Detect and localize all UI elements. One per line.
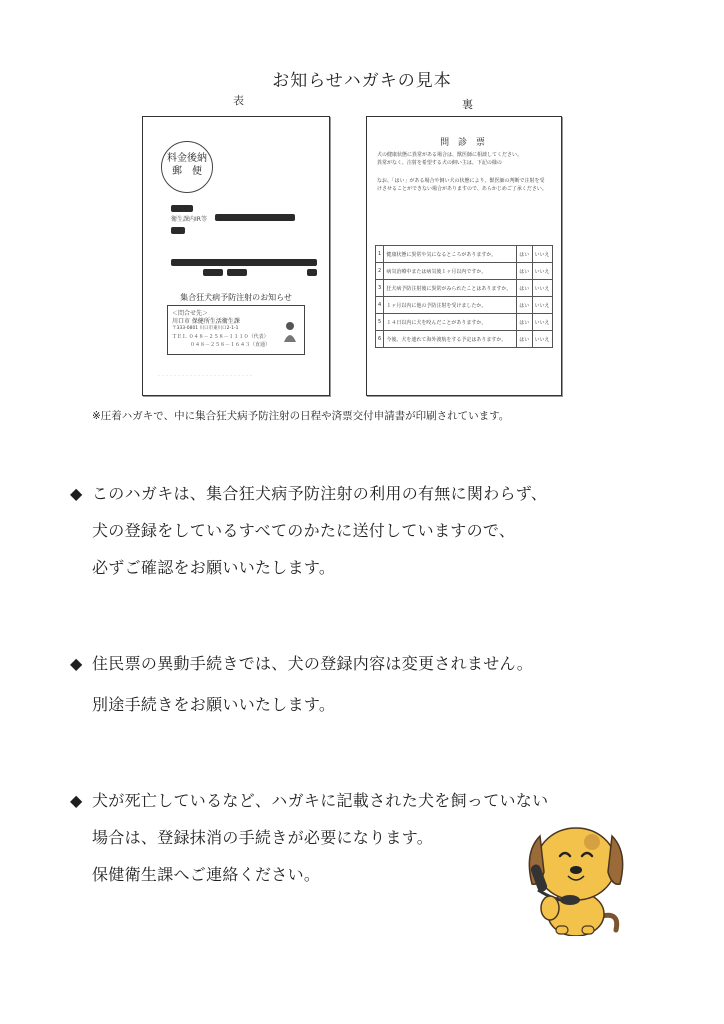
paragraph-line: 犬の登録をしているすべてのかたに送付していますので、 xyxy=(92,521,516,540)
redacted-bar xyxy=(171,227,185,234)
front-label: 表 xyxy=(233,94,244,107)
notice-title: 集合狂犬病予防注射のお知らせ xyxy=(180,293,292,302)
question-number: 2 xyxy=(376,263,384,280)
postage-stamp xyxy=(161,141,213,193)
no-option[interactable]: いいえ xyxy=(532,280,552,297)
intro-line: 犬の健康状態に異常がある場合は、獣医師に相談してください。 xyxy=(377,152,523,158)
no-option[interactable]: いいえ xyxy=(532,331,552,348)
contact-box xyxy=(167,305,305,355)
paragraph-line: 別途手続きをお願いいたします。 xyxy=(92,695,336,714)
question-text: １４日以内に犬を咬んだことがありますか。 xyxy=(384,314,517,331)
notice-paragraph-2 xyxy=(70,648,533,720)
question-number: 6 xyxy=(376,331,384,348)
table-row xyxy=(376,297,553,314)
postcard-back xyxy=(366,116,562,396)
yes-option[interactable]: はい xyxy=(517,331,532,348)
intro-line: なお、「はい」がある場合や飼い犬の状態により、獣医師の判断で注射を受けさせることができない場合がありますので、あらかじめご了承ください。 xyxy=(377,178,547,192)
contact-header: ＜問合せ先＞ xyxy=(172,310,209,317)
redacted-bar xyxy=(171,259,317,266)
table-row xyxy=(376,331,553,348)
paragraph-line: 犬が死亡しているなど、ハガキに記載された犬を飼っていない xyxy=(92,791,549,810)
question-number: 4 xyxy=(376,297,384,314)
questionnaire-intro xyxy=(377,151,549,193)
contact-tel: ＴＥＬ ０４８－２５８－１１１０（代表） xyxy=(172,334,269,340)
back-label: 裏 xyxy=(462,98,473,111)
notice-paragraph-1 xyxy=(70,478,547,583)
yes-option[interactable]: はい xyxy=(517,314,532,331)
postcard-front xyxy=(142,116,330,396)
sender-hint: 衛生課内IR等 xyxy=(171,216,207,223)
mascot-icon xyxy=(282,320,298,344)
dog-phone-icon xyxy=(520,812,628,936)
paragraph-line: 住民票の異動手続きでは、犬の登録内容は変更されません。 xyxy=(92,654,534,673)
page-title: お知らせハガキの見本 xyxy=(272,71,452,91)
redacted-bar xyxy=(171,205,193,212)
question-number: 5 xyxy=(376,314,384,331)
question-text: 狂犬病予防注射後に異常がみられたことはありますか。 xyxy=(384,280,517,297)
footer-note: ・・・・・・・・・・・・・・・・・・・・・・・・ xyxy=(157,373,253,378)
contact-address: 〒333-0801 川口市東川口2-1-1 xyxy=(172,326,239,331)
paragraph-line: 必ずご確認をお願いいたします。 xyxy=(92,558,336,577)
redacted-bar xyxy=(215,214,295,221)
paragraph-line: 保健衛生課へご連絡ください。 xyxy=(92,865,321,884)
diamond-bullet-icon: ◆ xyxy=(70,484,83,503)
question-number: 1 xyxy=(376,246,384,263)
yes-option[interactable]: はい xyxy=(517,246,532,263)
redacted-bar xyxy=(203,269,223,276)
sample-caption: ※圧着ハガキで、中に集合狂犬病予防注射の日程や済票交付申請書が印刷されています。 xyxy=(92,410,510,422)
paragraph-line: 場合は、登録抹消の手続きが必要になります。 xyxy=(92,828,434,847)
table-row xyxy=(376,263,553,280)
diamond-bullet-icon: ◆ xyxy=(70,654,83,673)
question-text: 今後、犬を連れて海外渡航をする予定はありますか。 xyxy=(384,331,517,348)
no-option[interactable]: いいえ xyxy=(532,314,552,331)
no-option[interactable]: いいえ xyxy=(532,263,552,280)
no-option[interactable]: いいえ xyxy=(532,246,552,263)
yes-option[interactable]: はい xyxy=(517,280,532,297)
contact-office: 川口市 保健所生活衛生課 xyxy=(172,318,240,325)
yes-option[interactable]: はい xyxy=(517,297,532,314)
contact-fax: ０４８－２５８－１６４３（直通） xyxy=(190,342,271,348)
stamp-line-1: 料金後納 xyxy=(167,153,207,164)
questionnaire-heading: 問 診 票 xyxy=(440,138,488,148)
stamp-line-2: 郵 便 xyxy=(172,166,202,177)
question-table xyxy=(375,245,553,348)
diamond-bullet-icon: ◆ xyxy=(70,791,83,810)
table-row xyxy=(376,246,553,263)
table-row xyxy=(376,280,553,297)
question-text: １ヶ月以内に他の予防注射を受けましたか。 xyxy=(384,297,517,314)
yes-option[interactable]: はい xyxy=(517,263,532,280)
question-text: 健康状態に異常や気になるところがありますか。 xyxy=(384,246,517,263)
notice-paragraph-3 xyxy=(70,785,548,890)
no-option[interactable]: いいえ xyxy=(532,297,552,314)
table-row xyxy=(376,314,553,331)
intro-line: 異常がなく、注射を希望する犬の飼い主は、下記の様の xyxy=(377,160,502,166)
paragraph-line: このハガキは、集合狂犬病予防注射の利用の有無に関わらず、 xyxy=(92,484,548,503)
question-number: 3 xyxy=(376,280,384,297)
redacted-bar xyxy=(307,269,317,276)
question-text: 病気治療中または病気後１ヶ月以内ですか。 xyxy=(384,263,517,280)
redacted-bar xyxy=(227,269,247,276)
